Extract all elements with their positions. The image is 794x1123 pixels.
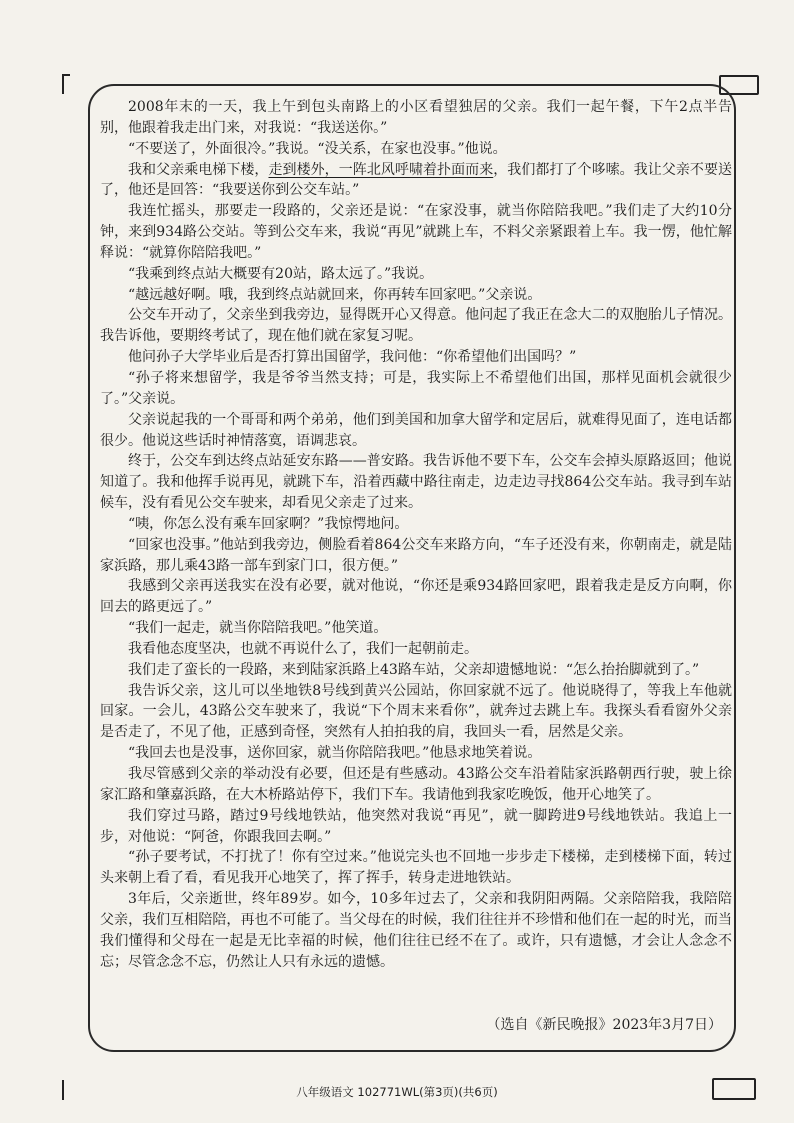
paragraph: 他问孙子大学毕业后是否打算出国留学，我问他：“你希望他们出国吗？” <box>128 349 577 366</box>
paragraph: “咦，你怎么没有乘车回家啊？”我惊愕地问。 <box>128 515 409 532</box>
paragraph: “不要送了，外面很冷。”我说。“没关系，在家也没事。”他说。 <box>128 140 507 157</box>
paragraph-text: ，我们都打了个哆嗦。我让父亲不要送了，他还是回答：“我要送你到公交车站。” <box>100 161 733 199</box>
paragraph: 公交车开动了，父亲坐到我旁边，显得既开心又得意。他问起了我正在念大二的双胞胎儿子情况。我告诉他，要期终考试了，现在他们就在家复习呢。 <box>100 307 732 345</box>
paragraph: “我们一起走，就当你陪陪我吧。”他笑道。 <box>128 620 388 637</box>
paragraph: 我尽管感到父亲的举动没有必要，但还是有些感动。43路公交车沿着陆家浜路朝西行驶，驶上徐家汇路和肇嘉浜路，在大木桥路站停下，我们下车。我请他到我家吃晚饭，他开心地笑了。 <box>100 766 732 803</box>
paragraph: 我们走了蛮长的一段路，来到陆家浜路上43路车站，父亲却遗憾地说：“怎么抬抬脚就到了。” <box>128 661 700 678</box>
source-citation: （选自《新民晚报》2023年3月7日） <box>486 1017 722 1033</box>
paragraph: “我回去也是没事，送你回家，就当你陪陪我吧。”他恳求地笑着说。 <box>128 745 542 762</box>
paragraph: 我们穿过马路，踏过9号线地铁站，他突然对我说“再见”，就一脚跨进9号线地铁站。我追上一步，对他说：“阿爸，你跟我回去啊。” <box>100 807 732 845</box>
paragraph: 3年后，父亲逝世，终年89岁。如今，10多年过去了，父亲和我阴阳两隔。父亲陪陪我，我陪陪父亲，我们互相陪陪，再也不可能了。当父母在的时候，我们往往并不珍惜和他们在一起的时光，而当我们懂得和父母在一起是无比幸福的时候，他们往往已经不在了。或许，只有遗憾，才会让人念念不忘；尽管念念不忘，仍然让人只有永远的遗憾。 <box>100 891 732 970</box>
paragraph: “我乘到终点站大概要有20站，路太远了。”我说。 <box>128 265 434 282</box>
paragraph: 我连忙摇头，那要走一段路的，父亲还是说：“在家没事，就当你陪陪我吧。”我们走了大约10分钟，来到934路公交站。等到公交车来，我说“再见”就跳上车，不料父亲紧跟着上车。我一愣，他忙解释说：“就算你陪陪我吧。” <box>100 203 732 261</box>
article-body <box>100 97 732 972</box>
paragraph: “回家也没事。”他站到我旁边，侧脸看着864公交车来路方向，“车子还没有来，你朝南走，就是陆家浜路，那儿乘43路一部车到家门口，很方便。” <box>100 536 732 574</box>
paragraph: “孙子将来想留学，我是爷爷当然支持；可是，我实际上不希望他们出国，那样见面机会就很少了。”父亲说。 <box>100 369 732 407</box>
page-footer: 八年级语文 102771WL(第3页)(共6页) <box>296 1085 498 1099</box>
corner-bracket-top-left <box>62 74 70 94</box>
underlined-phrase: 走到楼外，一阵北风呼啸着扑面而来 <box>268 161 494 178</box>
paragraph: “越远越好啊。哦，我到终点站就回来，你再转车回家吧。”父亲说。 <box>128 286 542 303</box>
paragraph: 我感到父亲再送我实在没有必要，就对他说，“你还是乘934路回家吧，跟着我走是反方向啊，你回去的路更远了。” <box>100 578 732 616</box>
paragraph: 终于，公交车到达终点站延安东路——普安路。我告诉他不要下车，公交车会掉头原路返回；他说知道了。我和他挥手说再见，就跳下车，沿着西藏中路往南走，边走边寻找864公交车站。我寻到车站候车，没有看见公交车驶来，却看见父亲走了过来。 <box>100 453 732 512</box>
paragraph-text: 我和父亲乘电梯下楼， <box>128 161 269 178</box>
paragraph-with-underline <box>100 160 732 202</box>
paragraph: 我看他态度坚决，也就不再说什么了，我们一起朝前走。 <box>128 640 478 657</box>
paragraph: “孙子要考试，不打扰了！你有空过来。”他说完头也不回地一步步走下楼梯，走到楼梯下面，转过头来朝上看了看，看见我开心地笑了，挥了挥手，转身走进地铁站。 <box>100 849 732 887</box>
paragraph: 2008年末的一天，我上午到包头南路上的小区看望独居的父亲。我们一起午餐，下午2点半告别，他跟着我走出门来，对我说：“我送送你。” <box>100 99 732 136</box>
paragraph: 我告诉父亲，这儿可以坐地铁8号线到黄兴公园站，你回家就不远了。他说晓得了，等我上车他就回家。一会儿，43路公交车驶来了，我说“下个周末来看你”，就奔过去跳上车。我探头看看窗外父亲是否走了，不见了他，正感到奇怪，突然有人拍拍我的肩，我回头一看，居然是父亲。 <box>100 682 732 741</box>
paragraph: 父亲说起我的一个哥哥和两个弟弟，他们到美国和加拿大留学和定居后，就难得见面了，连电话都很少。他说这些话时神情落寞，语调悲哀。 <box>100 411 732 449</box>
